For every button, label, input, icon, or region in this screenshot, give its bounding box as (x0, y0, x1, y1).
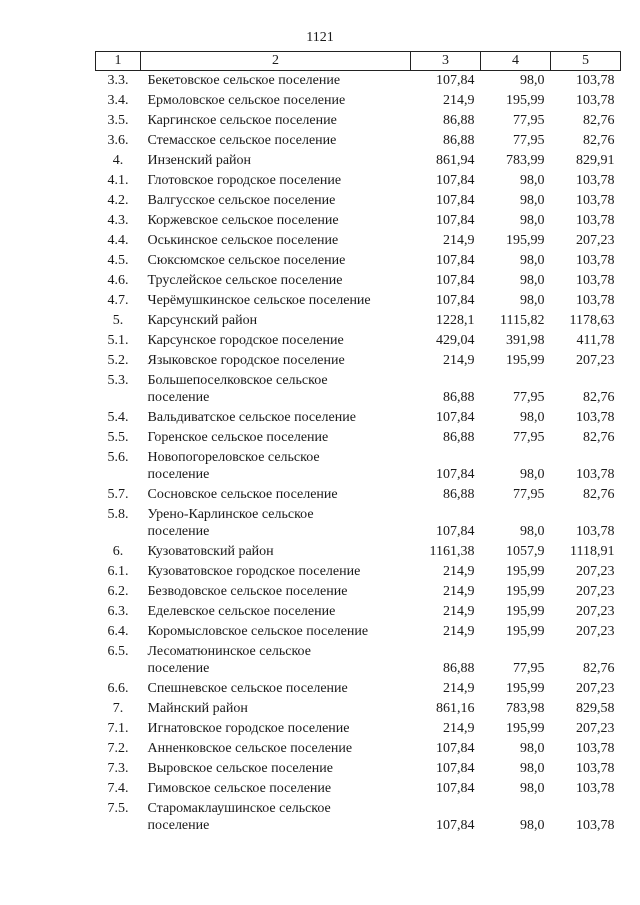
row-value-4: 77,95 (513, 487, 545, 502)
row-value-4: 98,0 (520, 293, 545, 308)
row-number: 4.1. (107, 173, 129, 188)
row-value-3: 214,9 (443, 584, 475, 599)
row-name-line: Каргинское сельское поселение (147, 113, 337, 128)
row-number: 6.4. (107, 624, 129, 639)
row-name (141, 191, 411, 211)
row-name-line: поселение (147, 390, 210, 405)
row-value-3: 107,84 (436, 524, 475, 539)
table-row (96, 699, 621, 719)
row-value-5: 207,23 (576, 353, 615, 368)
row-value-4: 1057,9 (506, 544, 545, 559)
row-value-5: 82,76 (583, 390, 615, 405)
row-number: 7.5. (107, 801, 129, 816)
row-name-line: поселение (147, 467, 210, 482)
row-value-4: 98,0 (520, 524, 545, 539)
row-name-line: Гимовское сельское поселение (147, 781, 332, 796)
row-number: 5.2. (107, 353, 129, 368)
table-row (96, 799, 621, 836)
row-value-4: 1115,82 (500, 313, 545, 328)
table-row (96, 679, 621, 699)
row-value-3: 107,84 (436, 293, 475, 308)
row-value-3: 86,88 (443, 113, 475, 128)
row-value-3: 1228,1 (436, 313, 475, 328)
row-name-line: Кузоватовский район (147, 544, 274, 559)
row-name (141, 371, 411, 408)
row-number: 5.5. (107, 430, 129, 445)
row-value-3: 107,84 (436, 818, 475, 833)
row-name (141, 151, 411, 171)
table-row (96, 602, 621, 622)
row-value-3: 107,84 (436, 467, 475, 482)
row-name-line: Старомаклаушинское сельское (147, 801, 331, 816)
row-value-3: 429,04 (436, 333, 475, 348)
row-number: 5.6. (107, 450, 129, 465)
row-name (141, 428, 411, 448)
row-name (141, 759, 411, 779)
row-name-line: Кузоватовское городское поселение (147, 564, 361, 579)
row-value-5: 103,78 (576, 193, 615, 208)
row-value-4: 77,95 (513, 133, 545, 148)
row-value-4: 98,0 (520, 410, 545, 425)
table-row (96, 739, 621, 759)
row-name (141, 131, 411, 151)
table-row (96, 428, 621, 448)
row-value-3: 214,9 (443, 353, 475, 368)
row-name-line: Большепоселковское сельское (147, 373, 328, 388)
header-row (96, 52, 621, 71)
row-value-4: 98,0 (520, 213, 545, 228)
row-value-3: 214,9 (443, 93, 475, 108)
row-value-4: 98,0 (520, 193, 545, 208)
row-value-3: 86,88 (443, 430, 475, 445)
row-value-5: 207,23 (576, 233, 615, 248)
row-name-line: Горенское сельское поселение (147, 430, 329, 445)
table-row (96, 779, 621, 799)
row-number: 7. (112, 701, 124, 716)
table-row (96, 131, 621, 151)
row-name-line: Игнатовское городское поселение (147, 721, 350, 736)
table-row (96, 351, 621, 371)
table-row (96, 759, 621, 779)
row-name-line: Майнский район (147, 701, 248, 716)
row-name-line: Стемасское сельское поселение (147, 133, 337, 148)
header-col-1: 1 (96, 52, 141, 71)
row-value-5: 103,78 (576, 467, 615, 482)
row-value-5: 103,78 (576, 410, 615, 425)
row-value-3: 107,84 (436, 213, 475, 228)
row-value-4: 98,0 (520, 73, 545, 88)
row-value-4: 195,99 (506, 233, 545, 248)
row-number: 4. (112, 153, 124, 168)
row-name-line: поселение (147, 524, 210, 539)
row-value-5: 829,91 (576, 153, 615, 168)
row-value-5: 103,78 (576, 253, 615, 268)
row-name (141, 622, 411, 642)
row-name-line: Сосновское сельское поселение (147, 487, 338, 502)
row-name (141, 291, 411, 311)
row-value-5: 103,78 (576, 781, 615, 796)
table-row (96, 371, 621, 408)
row-name (141, 408, 411, 428)
row-number: 7.3. (107, 761, 129, 776)
row-value-5: 103,78 (576, 741, 615, 756)
row-name-line: Бекетовское сельское поселение (147, 73, 341, 88)
row-name-line: Карсунский район (147, 313, 258, 328)
row-name (141, 739, 411, 759)
row-name (141, 111, 411, 131)
row-value-3: 214,9 (443, 624, 475, 639)
row-value-4: 77,95 (513, 113, 545, 128)
row-number: 7.2. (107, 741, 129, 756)
header-col-3: 3 (411, 52, 481, 71)
table-row (96, 271, 621, 291)
row-name (141, 485, 411, 505)
row-number: 5.4. (107, 410, 129, 425)
table-row (96, 562, 621, 582)
row-number: 6.6. (107, 681, 129, 696)
row-value-3: 107,84 (436, 253, 475, 268)
row-value-3: 1161,38 (429, 544, 475, 559)
row-name (141, 351, 411, 371)
row-name (141, 505, 411, 542)
row-name-line: Коромысловское сельское поселение (147, 624, 369, 639)
row-number: 3.5. (107, 113, 129, 128)
table-row (96, 642, 621, 679)
row-value-4: 77,95 (513, 661, 545, 676)
row-value-4: 195,99 (506, 93, 545, 108)
row-value-4: 783,98 (506, 701, 545, 716)
row-name (141, 91, 411, 111)
row-value-5: 207,23 (576, 624, 615, 639)
row-value-5: 829,58 (576, 701, 615, 716)
row-value-3: 107,84 (436, 193, 475, 208)
row-name (141, 542, 411, 562)
row-value-5: 103,78 (576, 761, 615, 776)
header-col-2: 2 (141, 52, 411, 71)
row-number: 6.3. (107, 604, 129, 619)
row-name-line: Труслейское сельское поселение (147, 273, 343, 288)
row-value-4: 98,0 (520, 781, 545, 796)
row-name-line: Черёмушкинское сельское поселение (147, 293, 371, 308)
row-number: 4.5. (107, 253, 129, 268)
row-number: 5. (112, 313, 124, 328)
row-name (141, 699, 411, 719)
table-row (96, 719, 621, 739)
row-value-4: 98,0 (520, 253, 545, 268)
table-row (96, 582, 621, 602)
row-value-3: 861,94 (436, 153, 475, 168)
row-name-line: Урено-Карлинское сельское (147, 507, 314, 522)
row-name (141, 562, 411, 582)
row-value-4: 391,98 (506, 333, 545, 348)
row-value-4: 195,99 (506, 584, 545, 599)
budget-table-container (95, 51, 620, 836)
row-name (141, 602, 411, 622)
row-number: 3.6. (107, 133, 129, 148)
row-value-5: 103,78 (576, 93, 615, 108)
row-value-5: 82,76 (583, 487, 615, 502)
table-header (96, 52, 621, 71)
row-value-4: 98,0 (520, 173, 545, 188)
row-number: 3.3. (107, 73, 129, 88)
row-name (141, 211, 411, 231)
row-name (141, 171, 411, 191)
row-value-5: 207,23 (576, 604, 615, 619)
row-value-4: 195,99 (506, 604, 545, 619)
row-name-line: поселение (147, 818, 210, 833)
row-number: 5.1. (107, 333, 129, 348)
row-value-5: 207,23 (576, 564, 615, 579)
row-name-line: Вальдиватское сельское поселение (147, 410, 356, 425)
row-value-3: 214,9 (443, 721, 475, 736)
row-name (141, 331, 411, 351)
row-name (141, 448, 411, 485)
row-name (141, 251, 411, 271)
row-value-5: 82,76 (583, 113, 615, 128)
row-value-5: 1118,91 (570, 544, 615, 559)
row-name (141, 679, 411, 699)
row-name-line: Выровское сельское поселение (147, 761, 333, 776)
row-value-4: 77,95 (513, 390, 545, 405)
row-value-3: 107,84 (436, 781, 475, 796)
row-number: 6.1. (107, 564, 129, 579)
row-value-4: 195,99 (506, 353, 545, 368)
row-value-5: 103,78 (576, 293, 615, 308)
row-name (141, 231, 411, 251)
budget-table (95, 51, 621, 836)
row-value-4: 98,0 (520, 818, 545, 833)
row-value-3: 107,84 (436, 410, 475, 425)
table-row (96, 622, 621, 642)
row-value-3: 214,9 (443, 564, 475, 579)
table-row (96, 311, 621, 331)
table-row (96, 331, 621, 351)
row-name (141, 719, 411, 739)
row-value-3: 107,84 (436, 173, 475, 188)
row-name-line: Безводовское сельское поселение (147, 584, 348, 599)
table-row (96, 231, 621, 251)
row-name-line: Анненковское сельское поселение (147, 741, 353, 756)
row-value-5: 207,23 (576, 584, 615, 599)
row-number: 4.2. (107, 193, 129, 208)
row-name-line: Еделевское сельское поселение (147, 604, 336, 619)
row-value-5: 103,78 (576, 524, 615, 539)
row-number: 5.8. (107, 507, 129, 522)
row-value-4: 195,99 (506, 624, 545, 639)
row-name-line: Глотовское городское поселение (147, 173, 342, 188)
row-name-line: Оськинское сельское поселение (147, 233, 339, 248)
row-name-line: Карсунское городское поселение (147, 333, 344, 348)
row-value-5: 411,78 (576, 333, 615, 348)
row-value-5: 103,78 (576, 73, 615, 88)
header-col-4: 4 (481, 52, 551, 71)
row-name (141, 799, 411, 836)
row-value-4: 98,0 (520, 761, 545, 776)
row-value-5: 82,76 (583, 430, 615, 445)
row-value-4: 783,99 (506, 153, 545, 168)
table-row (96, 542, 621, 562)
row-name-line: поселение (147, 661, 210, 676)
table-body (96, 71, 621, 837)
row-value-3: 107,84 (436, 73, 475, 88)
row-number: 4.6. (107, 273, 129, 288)
row-number: 6.2. (107, 584, 129, 599)
table-row (96, 485, 621, 505)
table-row (96, 151, 621, 171)
row-value-5: 103,78 (576, 173, 615, 188)
row-value-5: 1178,63 (569, 313, 615, 328)
header-col-5: 5 (551, 52, 621, 71)
row-name (141, 642, 411, 679)
table-row (96, 505, 621, 542)
row-value-3: 107,84 (436, 741, 475, 756)
row-value-4: 98,0 (520, 741, 545, 756)
row-value-4: 98,0 (520, 467, 545, 482)
row-value-5: 103,78 (576, 818, 615, 833)
table-row (96, 91, 621, 111)
row-name-line: Ермоловское сельское поселение (147, 93, 346, 108)
row-value-3: 86,88 (443, 487, 475, 502)
row-value-3: 861,16 (436, 701, 475, 716)
table-row (96, 408, 621, 428)
row-value-5: 103,78 (576, 213, 615, 228)
row-name-line: Лесоматюнинское сельское (147, 644, 311, 659)
row-name (141, 582, 411, 602)
table-row (96, 448, 621, 485)
table-row (96, 71, 621, 92)
row-value-3: 214,9 (443, 681, 475, 696)
row-value-5: 207,23 (576, 681, 615, 696)
row-value-5: 82,76 (583, 133, 615, 148)
row-number: 6. (112, 544, 124, 559)
row-value-4: 98,0 (520, 273, 545, 288)
row-number: 5.7. (107, 487, 129, 502)
row-value-5: 82,76 (583, 661, 615, 676)
row-number: 4.4. (107, 233, 129, 248)
table-row (96, 111, 621, 131)
row-name-line: Инзенский район (147, 153, 252, 168)
row-name (141, 779, 411, 799)
row-value-3: 86,88 (443, 390, 475, 405)
table-row (96, 291, 621, 311)
row-name (141, 71, 411, 92)
row-value-4: 195,99 (506, 721, 545, 736)
row-value-3: 214,9 (443, 604, 475, 619)
row-number: 4.7. (107, 293, 129, 308)
row-value-3: 86,88 (443, 661, 475, 676)
row-name (141, 311, 411, 331)
row-number: 7.4. (107, 781, 129, 796)
row-value-5: 103,78 (576, 273, 615, 288)
row-value-4: 77,95 (513, 430, 545, 445)
row-name-line: Коржевское сельское поселение (147, 213, 339, 228)
page-number: 1121 (306, 30, 334, 45)
row-value-4: 195,99 (506, 564, 545, 579)
row-value-5: 207,23 (576, 721, 615, 736)
row-name-line: Сюксюмское сельское поселение (147, 253, 346, 268)
table-row (96, 191, 621, 211)
row-number: 3.4. (107, 93, 129, 108)
row-name-line: Новопогореловское сельское (147, 450, 320, 465)
row-name-line: Языковское городское поселение (147, 353, 345, 368)
row-name-line: Валгусское сельское поселение (147, 193, 336, 208)
row-name-line: Спешневское сельское поселение (147, 681, 348, 696)
row-value-3: 107,84 (436, 273, 475, 288)
row-name (141, 271, 411, 291)
row-number: 6.5. (107, 644, 129, 659)
row-value-4: 195,99 (506, 681, 545, 696)
row-value-3: 214,9 (443, 233, 475, 248)
row-number: 7.1. (107, 721, 129, 736)
table-row (96, 211, 621, 231)
table-row (96, 251, 621, 271)
table-row (96, 171, 621, 191)
row-value-3: 86,88 (443, 133, 475, 148)
row-number: 5.3. (107, 373, 129, 388)
row-number: 4.3. (107, 213, 129, 228)
row-value-3: 107,84 (436, 761, 475, 776)
